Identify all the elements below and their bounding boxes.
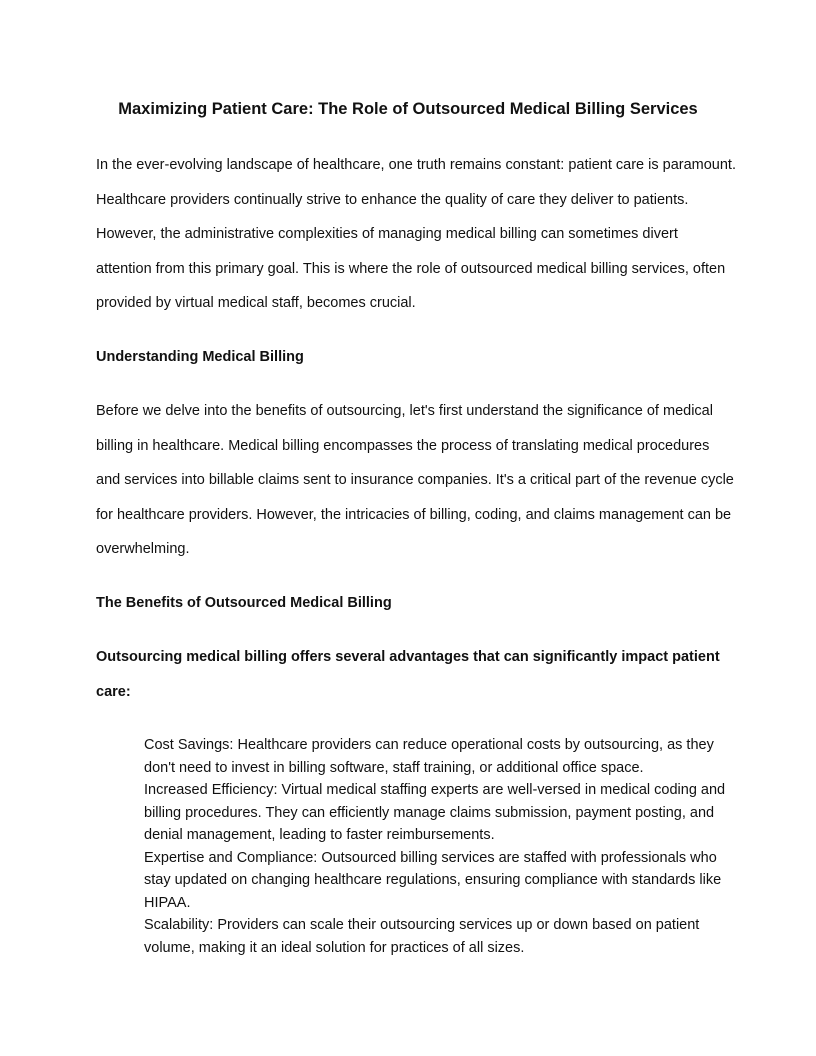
benefits-list [144, 734, 734, 959]
benefits-lead-paragraph: Outsourcing medical billing offers several advantages that can significantly impact patient care: [96, 649, 720, 700]
understanding-paragraph: Before we delve into the benefits of outsourcing, let's first understand the significance of medical billing in healthcare. Medical billing encompasses the process of translating medical procedures and services into billable claims sent to insurance companies. It's a critical part of the revenue cycle for healthcare providers. However, the intricacies of billing, coding, and claims management can be overwhelming. [96, 403, 734, 557]
document-title: Maximizing Patient Care: The Role of Outsourced Medical Billing Services [118, 100, 698, 118]
section-heading-benefits: The Benefits of Outsourced Medical Billing [96, 595, 392, 611]
list-item-cost-savings: Cost Savings: Healthcare providers can reduce operational costs by outsourcing, as they don't need to invest in billing software, staff training, or additional office space. [144, 737, 714, 776]
list-item-increased-efficiency: Increased Efficiency: Virtual medical staffing experts are well-versed in medical coding and billing procedures. They can efficiently manage claims submission, payment posting, and denial management, leading to faster reimbursements. [144, 782, 726, 843]
list-item-expertise-compliance: Expertise and Compliance: Outsourced billing services are staffed with professionals who stay updated on changing healthcare regulations, ensuring compliance with standards like HIPAA. [144, 849, 722, 911]
intro-paragraph: In the ever-evolving landscape of healthcare, one truth remains constant: patient care is paramount. Healthcare providers continually strive to enhance the quality of care they deliver to patients. However, the administrative complexities of managing medical billing can sometimes divert attention from this primary goal. This is where the role of outsourced medical billing services, often provided by virtual medical staff, becomes crucial. [96, 157, 736, 311]
list-item-scalability: Scalability: Providers can scale their outsourcing services up or down based on patient volume, making it an ideal solution for practices of all sizes. [144, 917, 700, 956]
section-heading-understanding: Understanding Medical Billing [96, 349, 304, 365]
